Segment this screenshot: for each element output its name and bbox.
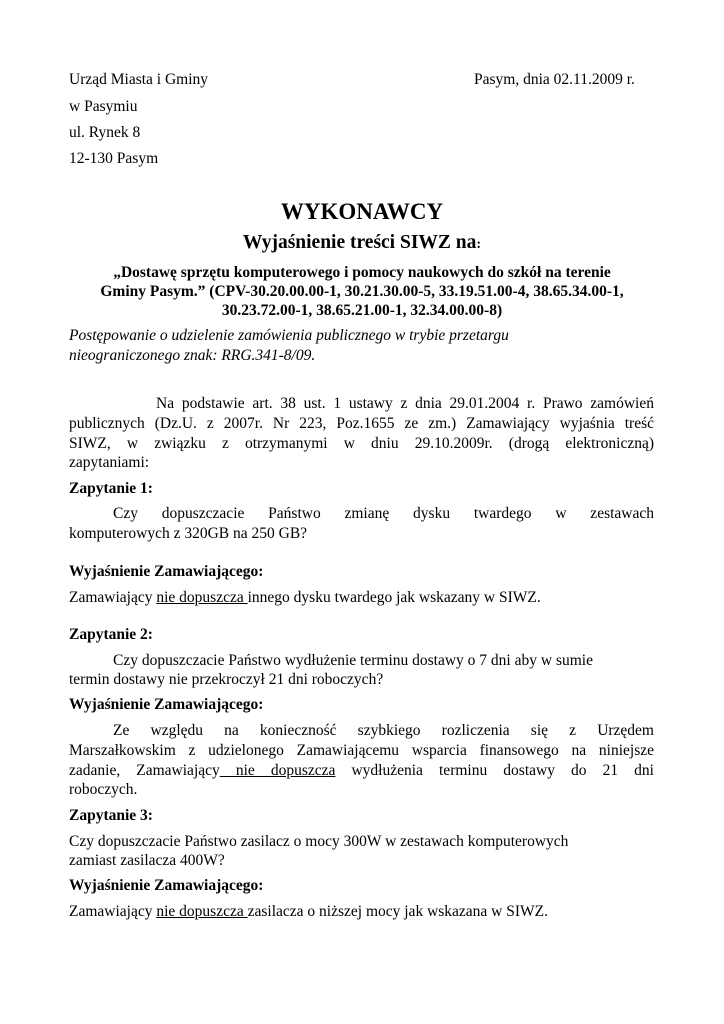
q3-heading: Zapytanie 3: (69, 807, 153, 824)
q3-answer (69, 902, 548, 922)
sender-line-1: Urząd Miasta i Gminy (69, 71, 209, 88)
q3-line-1: Czy dopuszczacie Państwo zasilacz o mocy 300W w zestawach komputerowych (69, 833, 569, 850)
procedure-line-1: Postępowanie o udzielenie zamówienia publicznego w trybie przetargu (69, 327, 509, 344)
title-sub (0, 231, 724, 257)
q3-answer-underlined: nie dopuszcza (156, 903, 248, 920)
q2-answer-line-1: Ze względu na konieczność szybkiego rozliczenia się z Urzędem (113, 722, 654, 739)
q2-line-1: Czy dopuszczacie Państwo wydłużenie terminu dostawy o 7 dni aby w sumie (113, 652, 593, 669)
q1-heading: Zapytanie 1: (69, 480, 153, 497)
q2-heading: Zapytanie 2: (69, 626, 153, 643)
q1-line-1: Czy dopuszczacie Państwo zmianę dysku twardego w zestawach (113, 505, 654, 522)
q1-answer-underlined: nie dopuszcza (156, 589, 248, 606)
intro-line-1: Na podstawie art. 38 ust. 1 ustawy z dnia 29.01.2004 r. Prawo zamówień (156, 395, 654, 412)
q1-line-2: komputerowych z 320GB na 250 GB? (69, 525, 308, 542)
title-sub-text: Wyjaśnienie treści SIWZ na (242, 232, 477, 253)
q2-answer-line-3-pre: zadanie, Zamawiający (69, 762, 220, 779)
q3-answer-pre: Zamawiający (69, 903, 157, 920)
q3-line-2: zamiast zasilacza 400W? (69, 852, 225, 869)
q2-answer-line-4: roboczych. (69, 781, 138, 798)
q1-answer (69, 588, 541, 608)
subject-line-1: „Dostawę sprzętu komputerowego i pomocy naukowych do szkół na terenie (113, 264, 611, 281)
subject-line-2: Gminy Pasym.” (CPV-30.20.00.00-1, 30.21.30.00-5, 33.19.51.00-4, 38.65.34.00-1, (100, 283, 624, 300)
q2-answer-line-3-post: wydłużenia terminu dostawy do 21 dni (335, 762, 654, 779)
q2-answer-heading: Wyjaśnienie Zamawiającego: (69, 696, 264, 713)
q2-answer-underlined: nie dopuszcza (219, 762, 336, 779)
intro-line-4: zapytaniami: (69, 454, 150, 471)
sender-line-4: 12-130 Pasym (69, 150, 159, 167)
subject-line-3: 30.23.72.00-1, 38.65.21.00-1, 32.34.00.00-8) (221, 302, 503, 319)
q2-line-2: termin dostawy nie przekroczył 21 dni roboczych? (69, 671, 384, 688)
title-sub-colon: : (476, 237, 482, 252)
intro-line-2: publicznych (Dz.U. z 2007r. Nr 223, Poz.1655 ze zm.) Zamawiający wyjaśnia treść (69, 415, 654, 432)
title-main: WYKONAWCY (280, 199, 444, 224)
q3-answer-post: zasilacza o niższej mocy jak wskazana w SIWZ. (247, 903, 549, 920)
q1-answer-heading: Wyjaśnienie Zamawiającego: (69, 563, 264, 580)
intro-line-3: SIWZ, w związku z otrzymanymi w dniu 29.10.2009r. (drogą elektroniczną) (69, 435, 654, 452)
q2-answer-line-2: Marszałkowskim z udzielonego Zamawiającemu wsparcia finansowego na niniejsze (69, 742, 654, 759)
q3-answer-heading: Wyjaśnienie Zamawiającego: (69, 877, 264, 894)
procedure-line-2: nieograniczonego znak: RRG.341-8/09. (69, 347, 316, 364)
date-line: Pasym, dnia 02.11.2009 r. (474, 71, 635, 88)
q2-answer-line-3 (69, 761, 654, 781)
q1-answer-pre: Zamawiający (69, 589, 157, 606)
sender-line-3: ul. Rynek 8 (69, 124, 141, 141)
sender-line-2: w Pasymiu (69, 98, 138, 115)
q1-answer-post: innego dysku twardego jak wskazany w SIWZ. (247, 589, 541, 606)
